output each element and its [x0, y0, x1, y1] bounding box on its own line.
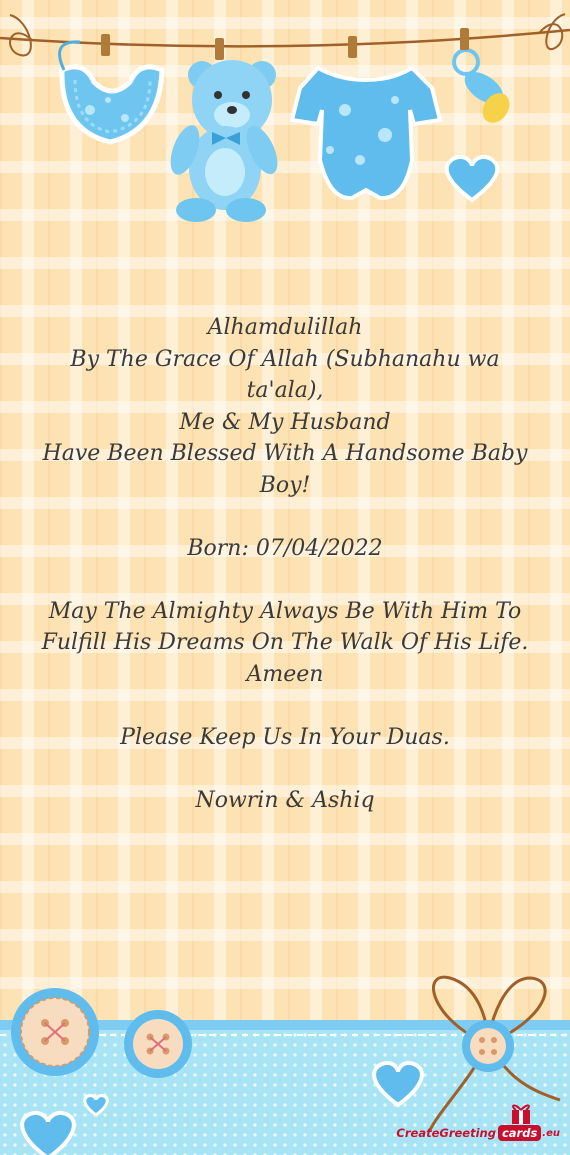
teddy-bear-icon	[165, 60, 284, 222]
spacer	[20, 753, 550, 785]
birth-date: Born: 07/04/2022	[187, 535, 383, 561]
prayer-line: Fulfill His Dreams On The Walk Of His Life.	[41, 630, 529, 655]
watermark-domain: .eu	[542, 1127, 560, 1139]
spacer	[20, 564, 550, 596]
bib-icon	[60, 42, 162, 142]
clothesline	[0, 30, 570, 46]
pacifier-icon	[454, 50, 515, 128]
message-line: Alhamdulillah	[207, 315, 363, 340]
clothesline-illustration	[0, 0, 570, 240]
prayer-line: Ameen	[246, 661, 324, 687]
watermark-logo	[396, 1121, 560, 1145]
signature: Nowrin & Ashiq	[195, 787, 375, 813]
spacer	[20, 690, 550, 722]
onesie-icon	[292, 68, 440, 198]
watermark-text: CreateGreeting	[396, 1126, 496, 1140]
clothespin-icon	[460, 28, 469, 50]
button-icon	[11, 988, 99, 1076]
dua-request: Please Keep Us In Your Duas.	[120, 724, 450, 750]
message-line: By The Grace Of Allah (Subhanahu wa	[70, 346, 500, 372]
card-message	[20, 312, 550, 816]
message-line: Me & My Husband	[179, 409, 391, 435]
button-icon	[124, 1010, 192, 1078]
message-line: Have Been Blessed With A Handsome Baby	[42, 441, 528, 466]
message-line: Boy!	[259, 472, 311, 498]
message-line: ta'ala),	[246, 378, 324, 403]
watermark-text-highlight: cards	[498, 1125, 541, 1141]
clothespin-icon	[348, 36, 357, 58]
heart-icon	[447, 157, 498, 200]
clothesline-curl-left	[10, 15, 32, 55]
spacer	[20, 501, 550, 533]
clothespin-icon	[101, 34, 110, 56]
clothespin-icon	[215, 38, 224, 60]
prayer-line: May The Almighty Always Be With Him To	[48, 598, 522, 624]
